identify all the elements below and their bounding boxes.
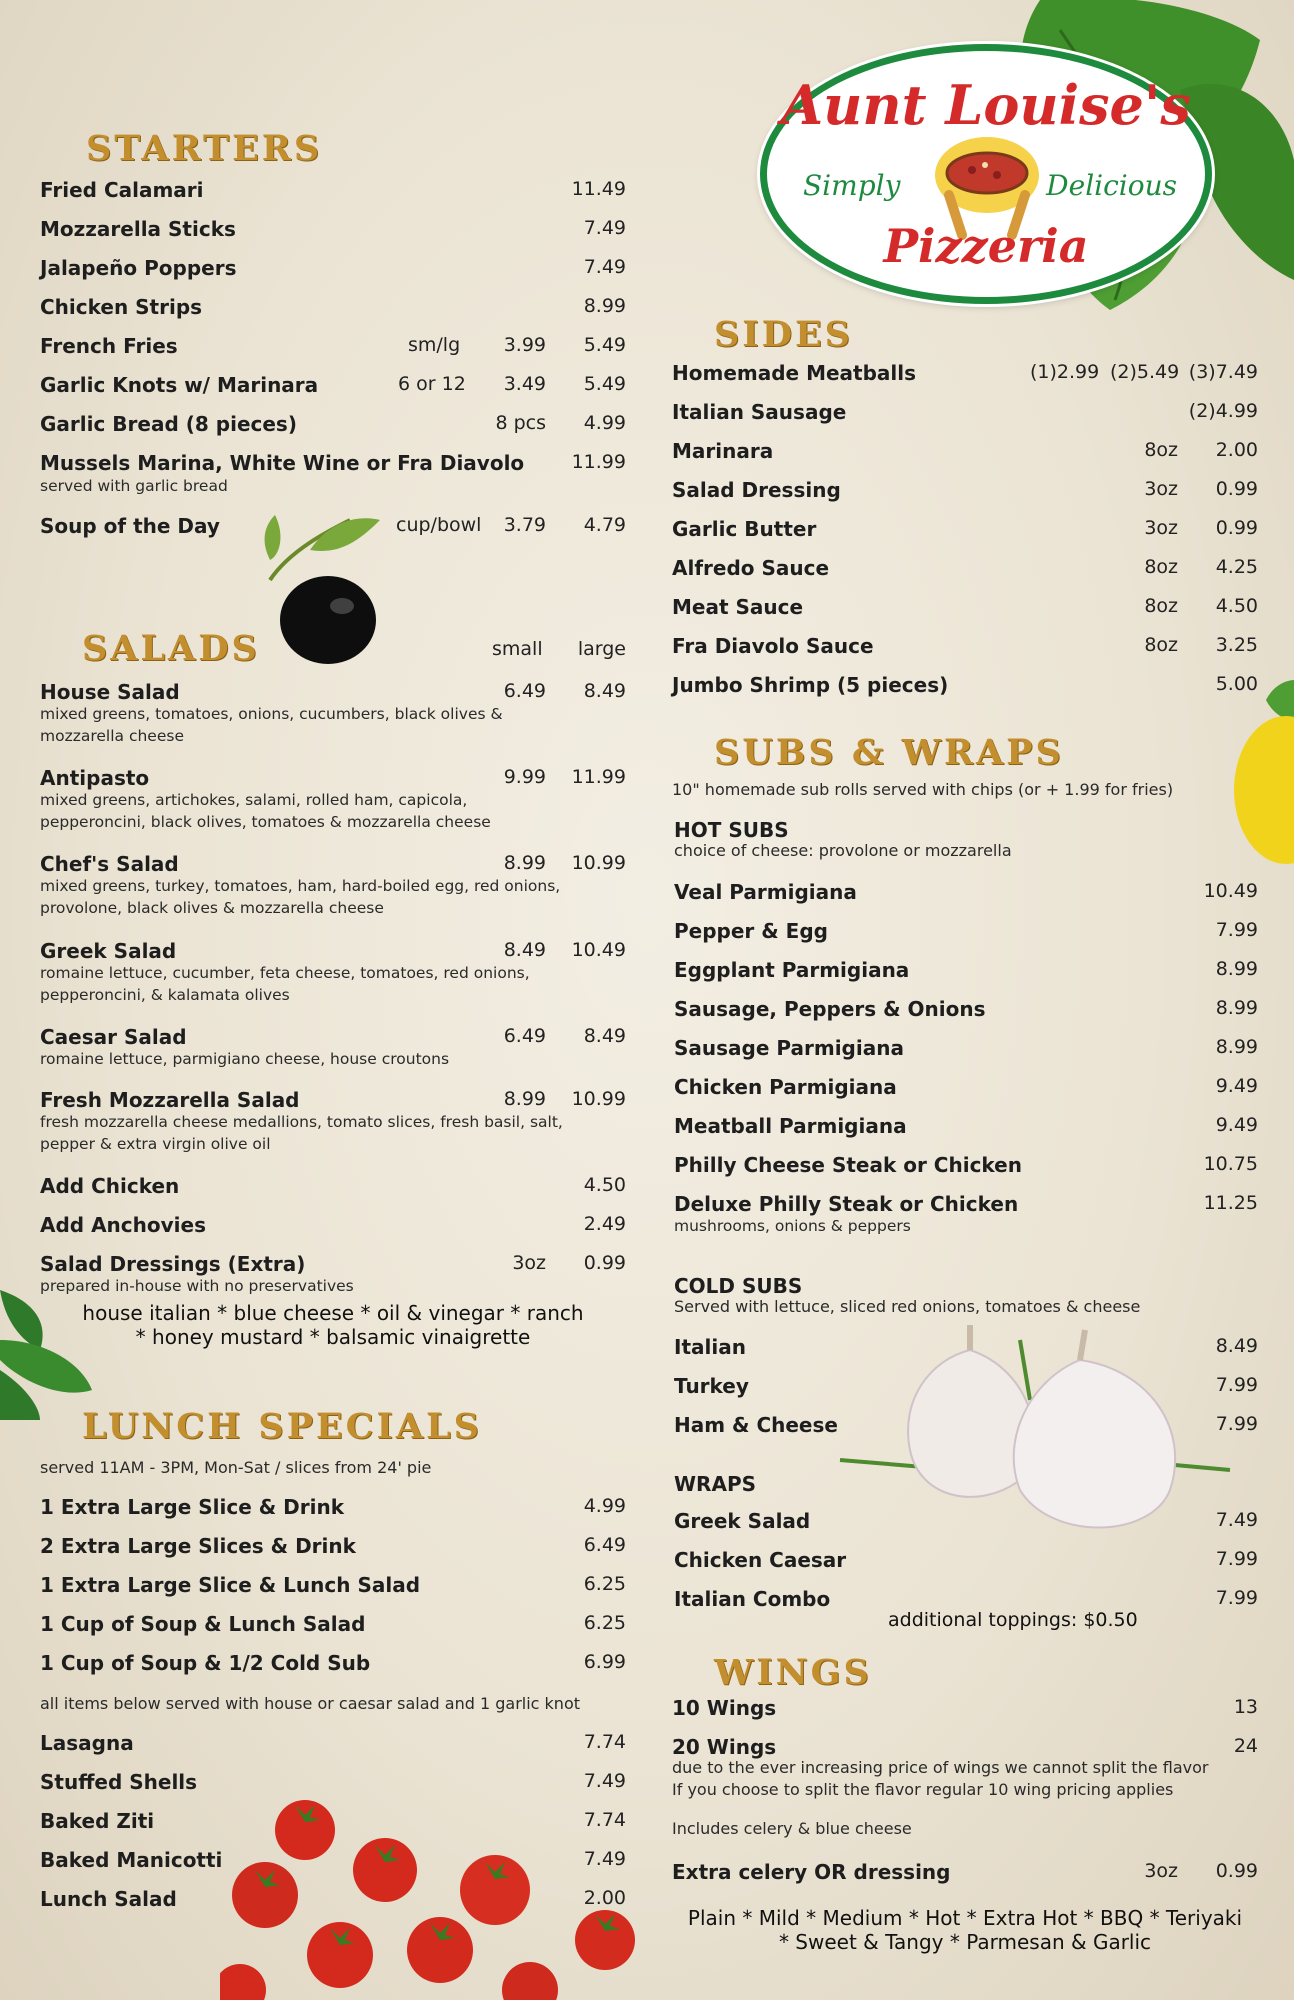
item-price-1: (1)2.99	[1030, 361, 1100, 383]
item-name: Italian Combo	[674, 1587, 831, 1611]
item-price: 8.99	[1215, 1036, 1258, 1058]
subs-note: 10" homemade sub rolls served with chips (or + 1.99 for fries)	[672, 780, 1174, 799]
item-size: 8oz	[1144, 439, 1178, 461]
item-description: fresh mozzarella cheese medallions, tomato slices, fresh basil, salt,	[40, 1113, 563, 1131]
wings-note: due to the ever increasing price of wings we cannot split the flavor	[672, 1758, 1209, 1777]
side-item	[672, 439, 1258, 475]
item-size: 3oz	[512, 1252, 546, 1274]
item-price: 10.75	[1203, 1153, 1258, 1175]
item-name: Add Chicken	[40, 1174, 180, 1198]
item-name: Mussels Marina, White Wine or Fra Diavolo	[40, 451, 525, 475]
col-small-label: small	[492, 638, 543, 660]
item-name: 20 Wings	[672, 1735, 777, 1759]
item-name: House Salad	[40, 680, 180, 704]
item-name: Soup of the Day	[40, 514, 220, 538]
hot-sub-item	[672, 958, 1258, 994]
item-price: 8.49	[1215, 1335, 1258, 1357]
item-price-small: 8.49	[503, 939, 546, 961]
item-price-small: 3.79	[503, 514, 546, 536]
lunch-item	[40, 1731, 626, 1767]
wraps-heading: WRAPS	[674, 1472, 757, 1496]
item-name: Stuffed Shells	[40, 1770, 198, 1794]
item-price: 2.00	[583, 1887, 626, 1909]
item-price: 7.49	[583, 1848, 626, 1870]
salad-item	[40, 680, 626, 750]
starter-item	[40, 451, 626, 501]
side-item	[672, 478, 1258, 514]
starters-title: STARTERS	[86, 128, 323, 169]
item-size: 8oz	[1144, 634, 1178, 656]
item-price: 13	[1233, 1696, 1258, 1718]
starter-item	[40, 412, 626, 448]
wings-note: If you choose to split the flavor regular 10 wing pricing applies	[672, 1780, 1174, 1799]
item-name: Lasagna	[40, 1731, 134, 1755]
item-price: 5.49	[583, 334, 626, 356]
side-item	[672, 556, 1258, 592]
item-name: Chef's Salad	[40, 852, 179, 876]
item-name: Veal Parmigiana	[674, 880, 857, 904]
cold-sub-item	[672, 1335, 1258, 1371]
lemon-icon	[1226, 680, 1294, 880]
item-name: Philly Cheese Steak or Chicken	[674, 1153, 1022, 1177]
item-price: 10.99	[571, 852, 626, 874]
item-size: sm/lg	[408, 334, 461, 356]
item-description: mushrooms, onions & peppers	[674, 1217, 911, 1235]
item-name: Lunch Salad	[40, 1887, 177, 1911]
cold-sub-item	[672, 1374, 1258, 1410]
hot-subs-heading: HOT SUBS	[674, 818, 789, 842]
item-price: 0.99	[1215, 478, 1258, 500]
item-name: Garlic Butter	[672, 517, 817, 541]
item-name: Ham & Cheese	[674, 1413, 838, 1437]
side-item	[672, 400, 1258, 436]
item-name: Salad Dressings (Extra)	[40, 1252, 306, 1276]
item-price: 8.49	[583, 1025, 626, 1047]
lunch-specials-title: LUNCH SPECIALS	[82, 1406, 482, 1447]
item-price: 0.99	[1215, 517, 1258, 539]
salad-item	[40, 852, 626, 922]
wing-flavors: * Sweet & Tangy * Parmesan & Garlic	[778, 1930, 1152, 1954]
item-name: Sausage, Peppers & Onions	[674, 997, 986, 1021]
item-price: 11.25	[1203, 1192, 1258, 1214]
hot-sub-item	[672, 1153, 1258, 1189]
item-price: 9.49	[1215, 1114, 1258, 1136]
item-name: Garlic Bread (8 pieces)	[40, 412, 297, 436]
item-description: mozzarella cheese	[40, 727, 184, 745]
item-name: Salad Dressing	[672, 478, 841, 502]
item-name: Greek Salad	[40, 939, 177, 963]
item-name: 1 Cup of Soup & Lunch Salad	[40, 1612, 366, 1636]
starter-item	[40, 334, 626, 370]
item-description: mixed greens, tomatoes, onions, cucumbers, black olives &	[40, 705, 503, 723]
item-price-small: 3.49	[503, 373, 546, 395]
item-name: Antipasto	[40, 766, 150, 790]
starter-item	[40, 178, 626, 214]
item-name: Chicken Parmigiana	[674, 1075, 897, 1099]
item-name: 1 Extra Large Slice & Lunch Salad	[40, 1573, 421, 1597]
side-item	[672, 517, 1258, 553]
item-name: Alfredo Sauce	[672, 556, 830, 580]
lunch-item	[40, 1534, 626, 1570]
pizzeria-logo	[760, 44, 1212, 304]
item-description: pepperoncini, & kalamata olives	[40, 986, 290, 1004]
sides-title: SIDES	[714, 314, 853, 355]
item-price: 7.49	[1215, 1509, 1258, 1531]
item-description: provolone, black olives & mozzarella cheese	[40, 899, 384, 917]
item-price: 6.25	[583, 1573, 626, 1595]
hot-sub-item	[672, 1075, 1258, 1111]
item-price: 10.49	[571, 939, 626, 961]
toppings-note: additional toppings: $0.50	[888, 1609, 1138, 1631]
lunch-item	[40, 1887, 626, 1923]
item-description: pepperoncini, black olives, tomatoes & mozzarella cheese	[40, 813, 491, 831]
item-price: 7.49	[583, 256, 626, 278]
item-price: 11.49	[571, 178, 626, 200]
item-price: 7.99	[1215, 1587, 1258, 1609]
item-name: Jalapeño Poppers	[40, 256, 237, 280]
salad-item	[40, 766, 626, 836]
item-price-small: 6.49	[503, 680, 546, 702]
item-price: (2)4.99	[1188, 400, 1258, 422]
lunch-item	[40, 1770, 626, 1806]
hot-sub-item	[672, 1192, 1258, 1240]
item-description: mixed greens, artichokes, salami, rolled ham, capicola,	[40, 791, 468, 809]
item-size: 8oz	[1144, 556, 1178, 578]
item-price-small: 8.99	[503, 1088, 546, 1110]
item-name: Chicken Caesar	[674, 1548, 847, 1572]
wings-extra	[672, 1860, 1258, 1896]
hot-subs-note: choice of cheese: provolone or mozzarella	[674, 841, 1012, 860]
item-name: Add Anchovies	[40, 1213, 206, 1237]
cold-sub-item	[672, 1413, 1258, 1449]
starter-item	[40, 514, 626, 550]
item-size: 3oz	[1144, 478, 1178, 500]
item-name: 2 Extra Large Slices & Drink	[40, 1534, 356, 1558]
item-price: 7.99	[1215, 1374, 1258, 1396]
item-price-small: 3.99	[503, 334, 546, 356]
hot-sub-item	[672, 880, 1258, 916]
starter-item	[40, 217, 626, 253]
item-name: Meat Sauce	[672, 595, 804, 619]
item-price: 4.50	[583, 1174, 626, 1196]
item-size: 6 or 12	[398, 373, 466, 395]
lunch-item	[40, 1495, 626, 1531]
hot-sub-item	[672, 1114, 1258, 1150]
wrap-item	[672, 1548, 1258, 1584]
item-price: 3.25	[1215, 634, 1258, 656]
item-price: 10.49	[1203, 880, 1258, 902]
item-name: Baked Manicotti	[40, 1848, 223, 1872]
side-item	[672, 595, 1258, 631]
item-price: 2.49	[583, 1213, 626, 1235]
item-name: Baked Ziti	[40, 1809, 155, 1833]
item-name: 1 Extra Large Slice & Drink	[40, 1495, 345, 1519]
starter-item	[40, 295, 626, 331]
salad-item	[40, 1088, 626, 1158]
wings-title: WINGS	[714, 1652, 872, 1693]
item-price-small: 6.49	[503, 1025, 546, 1047]
item-name: Pepper & Egg	[674, 919, 828, 943]
item-name: Mozzarella Sticks	[40, 217, 236, 241]
hot-sub-item	[672, 919, 1258, 955]
item-description: pepper & extra virgin olive oil	[40, 1135, 271, 1153]
dressing-options: house italian * blue cheese * oil & vinegar * ranch	[82, 1301, 584, 1325]
lunch-note: all items below served with house or caesar salad and 1 garlic knot	[40, 1694, 581, 1713]
item-name: French Fries	[40, 334, 178, 358]
item-description: mixed greens, turkey, tomatoes, ham, hard-boiled egg, red onions,	[40, 877, 561, 895]
item-price: 5.49	[583, 373, 626, 395]
item-description: romaine lettuce, parmigiano cheese, house croutons	[40, 1050, 450, 1068]
item-name: Meatball Parmigiana	[674, 1114, 907, 1138]
logo-pizzeria: Pizzeria	[883, 219, 1089, 273]
item-name: Deluxe Philly Steak or Chicken	[674, 1192, 1019, 1216]
item-name: 1 Cup of Soup & 1/2 Cold Sub	[40, 1651, 371, 1675]
item-name: Sausage Parmigiana	[674, 1036, 904, 1060]
item-price: 10.99	[571, 1088, 626, 1110]
item-name: Italian	[674, 1335, 746, 1359]
item-name: Italian Sausage	[672, 400, 847, 424]
item-price: 8.49	[583, 680, 626, 702]
col-large-label: large	[577, 638, 626, 660]
item-price: 8.99	[583, 295, 626, 317]
item-name: Eggplant Parmigiana	[674, 958, 910, 982]
item-price: 4.79	[583, 514, 626, 536]
item-price: 11.99	[571, 451, 626, 473]
item-size: 8oz	[1144, 595, 1178, 617]
wings-note: Includes celery & blue cheese	[672, 1819, 912, 1838]
salads-title: SALADS	[82, 628, 260, 669]
item-size: 8 pcs	[495, 412, 546, 434]
item-name: Jumbo Shrimp (5 pieces)	[672, 673, 949, 697]
item-price: 6.49	[583, 1534, 626, 1556]
item-price: 24	[1233, 1735, 1258, 1757]
logo-delicious: Delicious	[1046, 169, 1177, 202]
item-name: Turkey	[674, 1374, 749, 1398]
wings-item	[672, 1696, 1258, 1732]
lunch-item	[40, 1651, 626, 1687]
item-name: Fra Diavolo Sauce	[672, 634, 874, 658]
item-size: 3oz	[1144, 1860, 1178, 1882]
item-price: 4.50	[1215, 595, 1258, 617]
side-item	[672, 634, 1258, 670]
item-price: 7.74	[583, 1731, 626, 1753]
item-name: Fried Calamari	[40, 178, 204, 202]
salad-item	[40, 939, 626, 1009]
item-name: Garlic Knots w/ Marinara	[40, 373, 319, 397]
item-price: 4.99	[583, 1495, 626, 1517]
item-price: 7.49	[583, 217, 626, 239]
lunch-item	[40, 1848, 626, 1884]
item-name: Caesar Salad	[40, 1025, 187, 1049]
lunch-item	[40, 1809, 626, 1845]
dressing-options: * honey mustard * balsamic vinaigrette	[135, 1325, 531, 1349]
item-price-3: (3)7.49	[1188, 361, 1258, 383]
item-size: cup/bowl	[396, 514, 482, 536]
cold-subs-note: Served with lettuce, sliced red onions, tomatoes & cheese	[674, 1297, 1141, 1316]
item-price: 7.74	[583, 1809, 626, 1831]
item-price: 0.99	[583, 1252, 626, 1274]
item-price: 4.99	[583, 412, 626, 434]
lunch-note: served 11AM - 3PM, Mon-Sat / slices from 24' pie	[40, 1458, 432, 1477]
item-name: 10 Wings	[672, 1696, 777, 1720]
wing-flavors: Plain * Mild * Medium * Hot * Extra Hot * BBQ * Teriyaki	[687, 1906, 1243, 1930]
item-description: romaine lettuce, cucumber, feta cheese, tomatoes, red onions,	[40, 964, 530, 982]
item-price: 5.00	[1215, 673, 1258, 695]
side-item	[672, 673, 1258, 709]
hot-sub-item	[672, 997, 1258, 1033]
item-price-2: (2)5.49	[1110, 361, 1180, 383]
item-price-small: 8.99	[503, 852, 546, 874]
lunch-item	[40, 1573, 626, 1609]
item-price: 7.99	[1215, 1548, 1258, 1570]
item-description: served with garlic bread	[40, 477, 228, 495]
salad-item	[40, 1025, 626, 1073]
item-price: 11.99	[571, 766, 626, 788]
logo-simply: Simply	[803, 169, 901, 202]
salad-extra	[40, 1174, 626, 1210]
logo-title: Aunt Louise's	[781, 73, 1191, 137]
item-name: Extra celery OR dressing	[672, 1860, 951, 1884]
lunch-item	[40, 1612, 626, 1648]
item-name: Chicken Strips	[40, 295, 203, 319]
item-name: Homemade Meatballs	[672, 361, 917, 385]
item-price: 7.49	[583, 1770, 626, 1792]
item-price: 7.99	[1215, 1413, 1258, 1435]
item-price: 6.99	[583, 1651, 626, 1673]
cold-subs-heading: COLD SUBS	[674, 1274, 803, 1298]
item-description: prepared in-house with no preservatives	[40, 1277, 354, 1295]
item-size: 3oz	[1144, 517, 1178, 539]
item-price: 0.99	[1215, 1860, 1258, 1882]
starter-item	[40, 256, 626, 292]
item-price: 2.00	[1215, 439, 1258, 461]
item-price-small: 9.99	[503, 766, 546, 788]
subs-wraps-title: SUBS & WRAPS	[714, 732, 1064, 773]
item-name: Fresh Mozzarella Salad	[40, 1088, 300, 1112]
starter-item	[40, 373, 626, 409]
item-price: 8.99	[1215, 958, 1258, 980]
salad-extra	[40, 1252, 626, 1300]
item-price: 7.99	[1215, 919, 1258, 941]
wrap-item	[672, 1509, 1258, 1545]
item-name: Greek Salad	[674, 1509, 811, 1533]
item-price: 4.25	[1215, 556, 1258, 578]
item-price: 8.99	[1215, 997, 1258, 1019]
item-price: 9.49	[1215, 1075, 1258, 1097]
side-item	[672, 361, 1258, 397]
item-name: Marinara	[672, 439, 774, 463]
hot-sub-item	[672, 1036, 1258, 1072]
item-price: 6.25	[583, 1612, 626, 1634]
salad-extra	[40, 1213, 626, 1249]
